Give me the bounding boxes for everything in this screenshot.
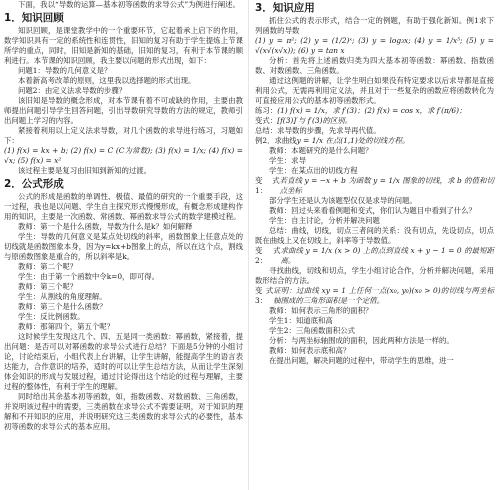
variant-1-text: 若直线 y = −x + b 为函数 y = 1/x 图象的切线，求 b 的值和切点坐标 <box>279 176 494 195</box>
example-1-formulas: (1) y = π²; (2) y = (1/2)ˣ; (3) y = log₃x; (4) y = 1/x⁵; (5) y = √(x√(x√x)); (6) y = tan x <box>255 36 494 55</box>
variant-formula: [f(3)]′与 f′(3)的区别。 <box>277 116 353 125</box>
final-paragraph: 在提出问题，解决问题的过程中，带动学生的思维，进一 <box>269 356 454 365</box>
analysis-paragraph: 分析：与两坐标轴围成的面积，因此两种方法是一样的。 <box>269 336 454 345</box>
variant-3-row <box>255 286 494 306</box>
summary-2: 总结：曲线，切线，切点三者间的关系：没有切点，先设切点，切点既在曲线上又在切线上，斜率等于导数值。 <box>255 226 494 245</box>
exercise-note: 该过程主要是复习由旧知到新知的过渡。 <box>18 166 152 175</box>
variant-3-text: 证明：过曲线 xy = 1 上任何一点(x₀, y₀)(x₀ > 0)的切线与两坐标轴围成的三角形面积是一个定值。 <box>273 286 494 305</box>
variant-2-row <box>255 246 494 266</box>
teacher-question-1: 教师：本题研究的是什么问题？ <box>269 146 373 155</box>
formation-paragraph-2: 这时候学生发现这几个、四、五是同一类函数：幂函数，紧接着，提出问题：是否可以对幂函数的求导公式进行总结？下面是5分钟的小组讨论，讨论结束后，小组代表上台讲解，让学生讲解，能提高学生的语言表达能力，合作意识的培养，适时的可以让学生总结方法，从而让学生深刻体会知识的形成与发展过程，通过讨论得出这个结论的过程与理解，主要过程的整体性，有利于学生的理解。 <box>4 332 243 391</box>
dialogue-student-3: 学生：从割线的角度理解。 <box>18 292 107 301</box>
teacher-question-2: 教师：回过头来看看例题和变式，你们认为题目中看到了什么？ <box>269 206 476 215</box>
dialogue-teacher-1: 教师：第一个是什么函数，导数为什么是k？如何解释 <box>18 222 193 231</box>
dialogue-teacher-3: 教师：第三个呢？ <box>18 282 78 291</box>
variant-3-label: 变式3： <box>255 286 274 305</box>
dialogue-teacher-4: 教师：第三个是什么函数？ <box>18 302 107 311</box>
formation-paragraph: 公式的形成是函数的单调性、极值、最值的研究的一个重要手段，这一过程，我也是以问题、学生自主探究形式慢慢形成，有概念形成建构作用的知识，主要是一次函数、常函数、幂函数求导公式的数学建模过程。 <box>4 192 243 221</box>
student-answer-5: 学生2：三角函数面积公式 <box>269 326 356 335</box>
question-1-answer: 本着新高考改革的原则，这里我以选择题的形式出现。 <box>18 76 196 85</box>
example-1-analysis: 分析：首先将上述函数归类为四大基本初等函数：幂函数、指数函数、对数函数、三角函数。 <box>255 56 494 75</box>
variant-1-paragraph: 部分学生还是认为该题型仅仅是求导的问题。 <box>269 196 417 205</box>
section-heading-application: 3．知识应用 <box>255 2 315 14</box>
variant-1-row <box>255 176 494 196</box>
student-answer-2: 学生：在某点出的切线方程 <box>269 166 358 175</box>
question-1: 问题1：导数的几何意义是？ <box>18 66 112 75</box>
formation-paragraph-3: 同时给出其余基本初等函数，如，指数函数、对数函数、三角函数，并说明该过程中的需要，三类函数在求导公式不需要证明，对于知识的理解和不开知识的应用，并说明研究这三类函数的求导公式的必要性，基本初等函数的求导公式的基本应用。 <box>4 392 243 431</box>
variant-2-paragraph: 寻找曲线，切线和切点，学生小组讨论合作，分析并解决问题，采用数形结合的方法。 <box>255 266 494 285</box>
student-answer-4: 学生1：知道底和高 <box>269 316 333 325</box>
practice-formula: (1) f(x) = 1/x，求 f′(3)；(2) f(x) = cos x，求 f′(π/6)； <box>277 106 467 115</box>
dialogue-teacher-2: 教师：第二个呢？ <box>18 262 78 271</box>
summary-1: 总结：求导数的步骤，先求导再代值。 <box>255 126 381 135</box>
variant-2-label: 变式2： <box>255 246 281 265</box>
application-paragraph: 抓住公式的表示形式，结合一定的例题，有助于强化新知。例1求下列函数的导数 <box>255 16 494 35</box>
example-2-row <box>255 136 494 146</box>
right-column <box>249 0 498 490</box>
example-2-formula: y = 1/x 在点(1,1)处的切线方程。 <box>296 136 410 145</box>
dialogue-student-4: 学生：反比例函数。 <box>18 312 85 321</box>
student-answer-3: 学生：自主讨论，分析并解决问题 <box>269 216 380 225</box>
variant-label: 变式： <box>255 116 278 125</box>
section-heading-formula-formation: 2．公式形成 <box>4 178 64 190</box>
question-2: 问题2：由定义法求导数的步骤？ <box>18 86 127 95</box>
example-1-paragraph: 通过这例题的讲解，让学生明白如果没有特定要求以后求导都是直接利用公式，无需再利用定义法，并且对于一些复杂的函数应将函数转化为可直接应用公式的基本初等函数形式。 <box>255 76 494 105</box>
exercise-formulas: (1) f(x) = kx + b; (2) f(x) = C (C为常数); (3) f(x) = 1/x; (4) f(x) = √x; (5) f(x) = x² <box>4 146 243 165</box>
dialogue-student-1: 学生：导数的几何意义是某点处切线的斜率，函数图象上任意点处的切线就是函数图象本身，因为y=kx+b图象上的点，所以在这个点，割线与原函数图象是重合的，所以斜率是k。 <box>4 232 243 261</box>
dialogue-teacher-5: 教师：那第四个，第五个呢？ <box>18 322 115 331</box>
intro-paragraph: 下面，我以“导数的运算—基本初等函数的求导公式”为例进行阐述。 <box>18 0 240 9</box>
variant-2-text: 求曲线 y = 1/x (x > 0) 上的点到直线 x + y − 1 = 0 的最短距离。 <box>280 246 494 265</box>
question-2-paragraph-2: 紧接着利用以上定义法求导数，对几个函数的求导进行练习，习题如下： <box>4 126 243 145</box>
teacher-question-4: 教师：如何表示底和高？ <box>269 346 351 355</box>
teacher-question-3: 教师：如何表示三角形的面积？ <box>269 306 373 315</box>
student-answer-1: 学生：求导 <box>269 156 306 165</box>
review-paragraph: 知识回顾，是课堂教学中的一个重要环节，它起着承上启下的作用，数学知识具有一定的系统性和连贯性，旧知的复习有助于学生提炼上节课所学的重点，同时，旧知是新知的基础，旧知的复习，有利于本节课的顺利进行。本节课的知识回顾，我主要以问题的形式出现，如下： <box>4 26 243 65</box>
example-2-label: 例2．求曲线 <box>255 136 297 145</box>
question-2-paragraph: 该旧知是导数的概念形成，对本节课有着不可或缺的作用，主要由教师提出问题引导学生回答问题，引出导数研究导数的方法的规定，教师引出问题上学习的内容。 <box>4 96 243 125</box>
practice-row <box>255 106 494 116</box>
variant-1-label: 变式1： <box>255 176 280 195</box>
dialogue-student-2: 学生：由于第一个函数中令k=0，即可得。 <box>18 272 160 281</box>
variant-row <box>255 116 494 126</box>
section-heading-knowledge-review: 1．知识回顾 <box>4 12 64 24</box>
left-column <box>0 0 249 490</box>
practice-label: 练习： <box>255 106 278 115</box>
